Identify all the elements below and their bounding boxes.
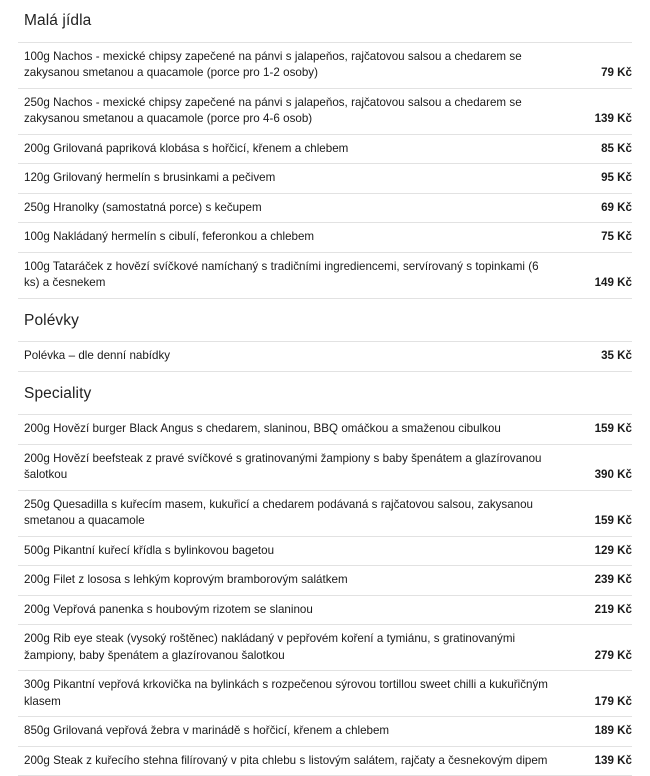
menu-item-description: 200g Vepřová panenka s houbovým rizotem se slaninou <box>24 602 313 616</box>
menu-section <box>18 372 632 776</box>
menu-section <box>18 299 632 372</box>
menu-item-description: 120g Grilovaný hermelín s brusinkami a pečivem <box>24 171 276 185</box>
section-title: Malá jídla <box>24 12 92 29</box>
menu-item-price: 139 Kč <box>594 753 632 767</box>
menu-item-price: 69 Kč <box>601 200 632 214</box>
menu-item-row <box>18 717 632 747</box>
menu-item-description: 200g Hovězí burger Black Angus s chedarem, slaninou, BBQ omáčkou a smaženou cibulkou <box>24 422 501 436</box>
section-title: Speciality <box>24 384 92 402</box>
menu-item-row <box>18 252 632 298</box>
menu-item-price: 179 Kč <box>594 694 632 708</box>
menu-item-price: 85 Kč <box>601 141 632 155</box>
menu-item-row <box>18 415 632 445</box>
menu-item-description: 250g Quesadilla s kuřecím masem, kukuřicí a chedarem podávaná s rajčatovou salsou, zakysanou smetanou a quacamole <box>24 497 534 528</box>
menu-item-price: 79 Kč <box>601 66 632 80</box>
menu-item-price: 35 Kč <box>601 349 632 363</box>
menu-item-row <box>18 88 632 134</box>
menu-item-row <box>18 490 632 536</box>
menu-item-price: 219 Kč <box>594 602 632 616</box>
menu-item-description: 100g Tataráček z hovězí svíčkové namíchaný s tradičními ingrediencemi, servírovaný s topinkami (6 ks) a česnekem <box>24 259 539 290</box>
menu-item-row <box>18 536 632 566</box>
menu-item-price: 239 Kč <box>594 573 632 587</box>
menu-item-description: 250g Hranolky (samostatná porce) s kečupem <box>24 200 262 214</box>
menu-item-table <box>18 414 632 775</box>
menu-section <box>18 0 632 299</box>
menu-item-description: 500g Pikantní kuřecí křídla s bylinkovou bagetou <box>24 543 275 557</box>
menu-item-description: 300g Pikantní vepřová krkovička na bylinkách s rozpečenou sýrovou tortillou sweet chilli a kukuřičným klasem <box>24 678 548 708</box>
menu-item-price: 139 Kč <box>594 112 632 126</box>
menu-item-price: 75 Kč <box>601 230 632 244</box>
menu-item-description: 200g Grilovaná papriková klobása s hořčicí, křenem a chlebem <box>24 141 349 155</box>
menu-item-description: 850g Grilovaná vepřová žebra v marinádě s hořčicí, křenem a chlebem <box>24 724 390 738</box>
menu-item-price: 189 Kč <box>594 724 632 738</box>
menu-item-price: 95 Kč <box>601 171 632 185</box>
menu-item-description: 250g Nachos - mexické chipsy zapečené na pánvi s jalapeňos, rajčatovou salsou a chedarem se zakysanou smetanou a quacamole (porce pro 4-6 osob) <box>24 95 522 126</box>
section-title: Polévky <box>24 311 79 329</box>
menu-item-description: 100g Nachos - mexické chipsy zapečené na pánvi s jalapeňos, rajčatovou salsou a chedarem se zakysanou smetanou a quacamole (porce pro 1-2 osoby) <box>24 49 522 80</box>
menu-item-row <box>18 444 632 490</box>
menu-item-row <box>18 342 632 371</box>
menu-item-row <box>18 746 632 775</box>
menu-item-row <box>18 566 632 596</box>
menu-item-row <box>18 595 632 625</box>
menu-item-description: 200g Filet z lososa s lehkým koprovým bramborovým salátkem <box>24 573 348 587</box>
menu-item-price: 390 Kč <box>594 468 632 482</box>
menu-item-description: 200g Steak z kuřecího stehna filírovaný v pita chlebu s listovým salátem, rajčaty a česnekovým dipem <box>24 753 548 767</box>
menu-item-description: 100g Nakládaný hermelín s cibulí, feferonkou a chlebem <box>24 230 315 244</box>
menu-item-description: 200g Rib eye steak (vysoký roštěnec) nakládaný v pepřovém koření a tymiánu, s gratinovanými žampiony, baby špenátem a glazírovanou šalotkou <box>24 632 516 662</box>
menu-item-price: 149 Kč <box>594 276 632 290</box>
menu-item-price: 129 Kč <box>594 543 632 557</box>
menu-item-row <box>18 625 632 671</box>
menu-item-row <box>18 223 632 253</box>
menu-item-description: 200g Hovězí beefsteak z pravé svíčkové s gratinovanými žampiony s baby špenátem a glazírovanou šalotkou <box>24 451 542 482</box>
menu-item-price: 159 Kč <box>594 514 632 528</box>
menu-item-price: 279 Kč <box>594 648 632 662</box>
menu-item-row <box>18 193 632 223</box>
menu-item-row <box>18 42 632 88</box>
menu-item-description: Polévka – dle denní nabídky <box>24 349 171 363</box>
menu-item-row <box>18 134 632 164</box>
menu-item-table <box>18 42 632 298</box>
menu-item-table <box>18 341 632 371</box>
menu-item-row <box>18 671 632 717</box>
menu-item-row <box>18 164 632 194</box>
menu-item-price: 159 Kč <box>594 422 632 436</box>
